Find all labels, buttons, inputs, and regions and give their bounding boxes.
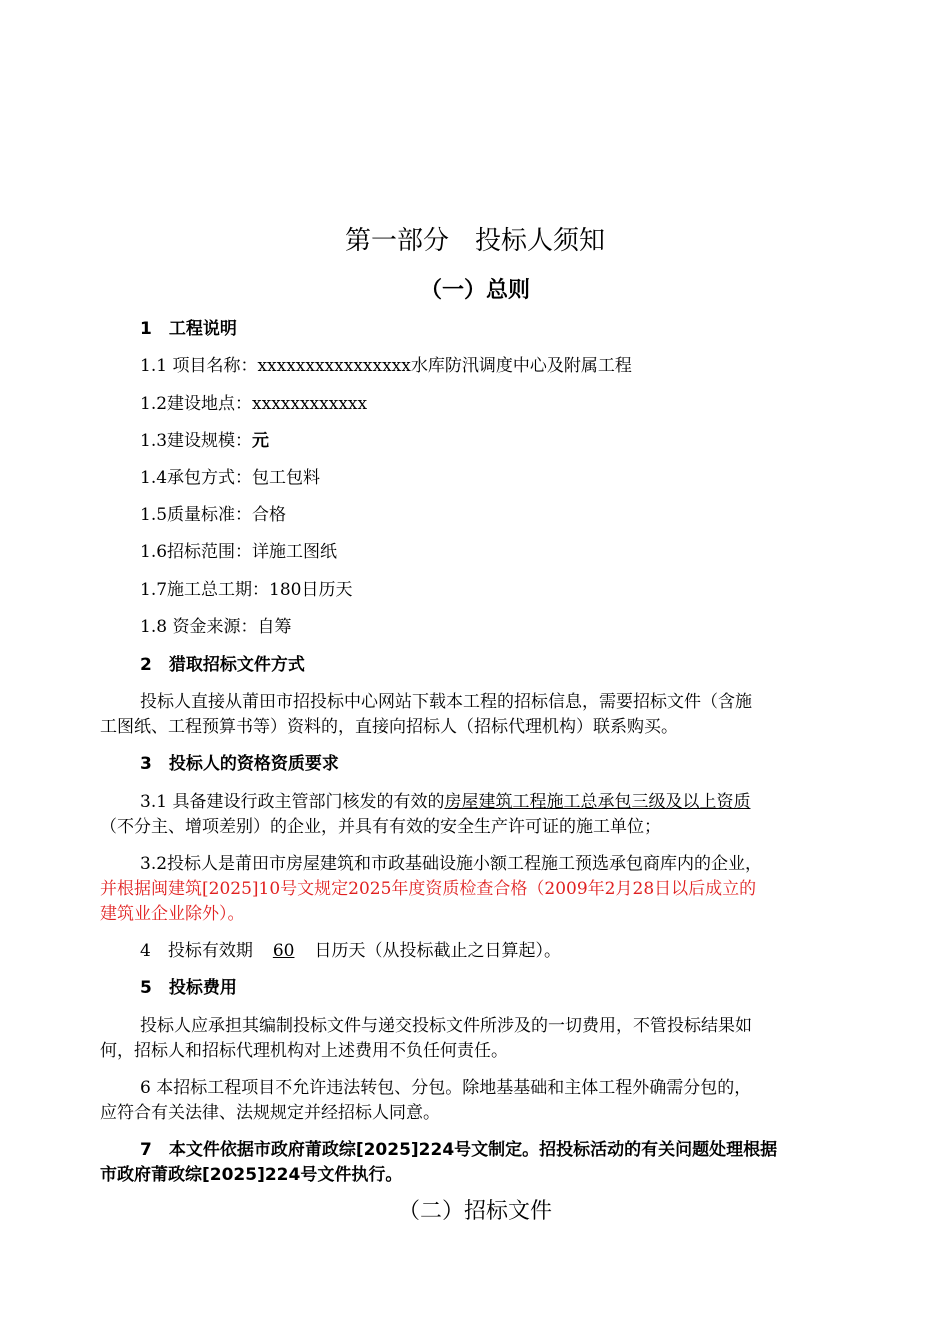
para-qualification-3-2-line-1: 3.2投标人是莆田市房屋建筑和市政基础设施小额工程施工预选承包商库内的企业，: [140, 854, 763, 874]
page-title: 第一部分 投标人须知: [344, 226, 605, 256]
item-construction-scale-value: 元: [252, 431, 270, 451]
heading-obtain-documents: 2 猎取招标文件方式: [140, 655, 305, 675]
para-subcontract-line-2: 应符合有关法律、法规规定并经招标人同意。: [100, 1103, 440, 1123]
para-bid-cost-line-2: 何，招标人和招标代理机构对上述费用不负任何责任。: [100, 1041, 508, 1061]
item-tender-scope: 1.6招标范围：详施工图纸: [140, 542, 338, 562]
para-qualification-3-1-line-1: [140, 792, 750, 812]
heading-project-description: 1 工程说明: [140, 319, 237, 339]
para-subcontract-line-1: 6 本招标工程项目不允许违法转包、分包。除地基基础和主体工程外确需分包的，: [140, 1078, 752, 1098]
para-obtain-line-2: 工图纸、工程预算书等）资料的，直接向招标人（招标代理机构）联系购买。: [100, 717, 678, 737]
qualification-3-1-prefix: 3.1 具备建设行政主管部门核发的有效的: [140, 792, 445, 812]
bid-validity-prefix: 4 投标有效期: [140, 941, 253, 961]
para-basis-line-2: 市政府莆政综[2025]224号文件执行。: [100, 1165, 403, 1185]
item-contract-method: 1.4承包方式：包工包料: [140, 468, 321, 488]
para-bid-validity: [140, 941, 561, 961]
qualification-3-1-underlined: 房屋建筑工程施工总承包三级及以上资质: [444, 792, 751, 812]
item-quality-standard: 1.5质量标准：合格: [140, 505, 287, 525]
bid-validity-days: 60: [272, 941, 295, 961]
item-construction-scale-label: 1.3建设规模：: [140, 431, 253, 451]
bid-validity-suffix: 日历天（从投标截止之日算起）。: [314, 941, 561, 961]
heading-bid-cost: 5 投标费用: [140, 978, 237, 998]
item-project-name: 1.1 项目名称：xxxxxxxxxxxxxxxx水库防汛调度中心及附属工程: [140, 356, 632, 376]
item-fund-source: 1.8 资金来源：自筹: [140, 617, 292, 637]
section-heading-general: （一）总则: [419, 278, 530, 303]
heading-qualification: 3 投标人的资格资质要求: [140, 754, 339, 774]
para-qualification-3-2-line-2: 并根据闽建筑[2025]10号文规定2025年度资质检查合格（2009年2月28日以后成立的: [100, 879, 757, 899]
item-construction-site: 1.2建设地点：xxxxxxxxxxxx: [140, 394, 368, 414]
section-heading-tender-documents: （二）招标文件: [397, 1199, 552, 1224]
para-basis-line-1: 7 本文件依据市政府莆政综[2025]224号文制定。招投标活动的有关问题处理根据: [140, 1140, 778, 1160]
para-bid-cost-line-1: 投标人应承担其编制投标文件与递交投标文件所涉及的一切费用，不管投标结果如: [140, 1016, 752, 1036]
item-construction-scale: [140, 431, 269, 451]
para-qualification-3-1-line-2: （不分主、增项差别）的企业，并具有有效的安全生产许可证的施工单位；: [100, 817, 661, 837]
para-qualification-3-2-line-3: 建筑业企业除外）。: [100, 904, 245, 924]
item-construction-period: 1.7施工总工期：180日历天: [140, 580, 353, 600]
para-obtain-line-1: 投标人直接从莆田市招投标中心网站下载本工程的招标信息，需要招标文件（含施: [140, 692, 752, 712]
